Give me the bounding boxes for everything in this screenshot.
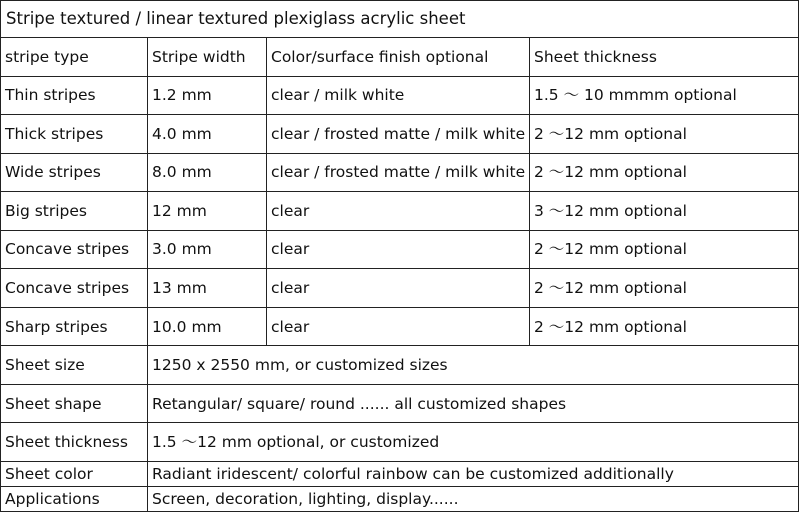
cell-stripe-width: 12 mm — [148, 192, 267, 231]
cell-stripe-width: 8.0 mm — [148, 153, 267, 192]
table-row — [1, 269, 799, 308]
cell-sheet-thickness: 1.5 ～ 10 mmmm optional — [530, 76, 799, 115]
cell-stripe-width: 13 mm — [148, 269, 267, 308]
spec-label: Sheet color — [1, 461, 148, 486]
table-row — [1, 307, 799, 346]
table-row — [1, 192, 799, 231]
header-stripe-type: stripe type — [1, 38, 148, 77]
cell-stripe-type: Thin stripes — [1, 76, 148, 115]
cell-stripe-type: Wide stripes — [1, 153, 148, 192]
table-row — [1, 230, 799, 269]
cell-stripe-width: 4.0 mm — [148, 115, 267, 154]
table-row — [1, 76, 799, 115]
spec-label: Sheet shape — [1, 384, 148, 423]
spec-value: Radiant iridescent/ colorful rainbow can be customized additionally — [148, 461, 799, 486]
header-color-finish: Color/surface finish optional — [267, 38, 530, 77]
table-title-row — [1, 1, 799, 38]
cell-sheet-thickness: 2 ～12 mm optional — [530, 307, 799, 346]
header-sheet-thickness: Sheet thickness — [530, 38, 799, 77]
spec-value: Screen, decoration, lighting, display...... — [148, 486, 799, 511]
spec-row-sheet-shape — [1, 384, 799, 423]
cell-stripe-type: Thick stripes — [1, 115, 148, 154]
cell-stripe-width: 1.2 mm — [148, 76, 267, 115]
cell-color-finish: clear — [267, 192, 530, 231]
cell-sheet-thickness: 2 ～12 mm optional — [530, 230, 799, 269]
spec-label: Sheet thickness — [1, 423, 148, 462]
cell-color-finish: clear / frosted matte / milk white — [267, 115, 530, 154]
spec-row-sheet-thickness — [1, 423, 799, 462]
cell-color-finish: clear — [267, 230, 530, 269]
cell-sheet-thickness: 3 ～12 mm optional — [530, 192, 799, 231]
cell-color-finish: clear / frosted matte / milk white — [267, 153, 530, 192]
table-title: Stripe textured / linear textured plexiglass acrylic sheet — [1, 1, 799, 38]
spec-value: Retangular/ square/ round ...... all customized shapes — [148, 384, 799, 423]
spec-label: Applications — [1, 486, 148, 511]
spec-row-sheet-color — [1, 461, 799, 486]
cell-sheet-thickness: 2 ～12 mm optional — [530, 153, 799, 192]
cell-color-finish: clear — [267, 269, 530, 308]
table-row — [1, 153, 799, 192]
header-stripe-width: Stripe width — [148, 38, 267, 77]
cell-stripe-width: 10.0 mm — [148, 307, 267, 346]
table-row — [1, 115, 799, 154]
cell-stripe-width: 3.0 mm — [148, 230, 267, 269]
cell-sheet-thickness: 2 ～12 mm optional — [530, 269, 799, 308]
spec-value: 1.5 ～12 mm optional, or customized — [148, 423, 799, 462]
cell-color-finish: clear / milk white — [267, 76, 530, 115]
cell-sheet-thickness: 2 ～12 mm optional — [530, 115, 799, 154]
cell-stripe-type: Concave stripes — [1, 269, 148, 308]
cell-stripe-type: Big stripes — [1, 192, 148, 231]
header-row — [1, 38, 799, 77]
cell-color-finish: clear — [267, 307, 530, 346]
spec-value: 1250 x 2550 mm, or customized sizes — [148, 346, 799, 385]
cell-stripe-type: Sharp stripes — [1, 307, 148, 346]
spec-row-sheet-size — [1, 346, 799, 385]
spec-label: Sheet size — [1, 346, 148, 385]
spec-row-applications — [1, 486, 799, 511]
cell-stripe-type: Concave stripes — [1, 230, 148, 269]
